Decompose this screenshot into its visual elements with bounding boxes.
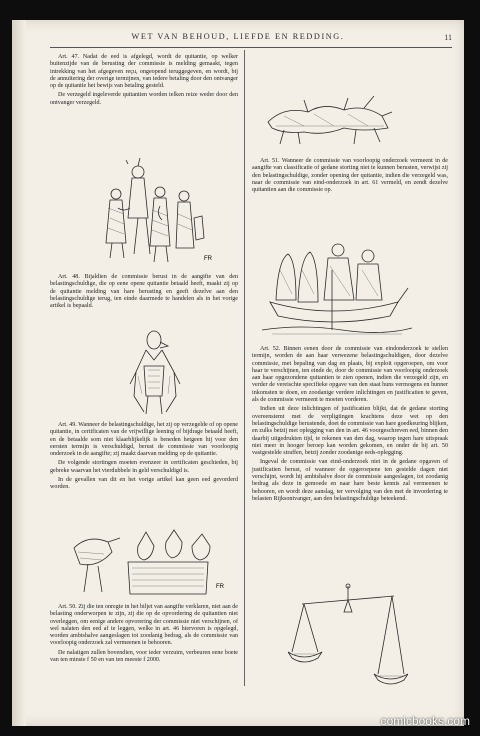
article-50 [50,604,238,666]
illustration-standing-man [120,326,190,416]
page-number: 11 [444,33,452,42]
paragraph: In de gevallen van dit en het vorige artikel kan geen eed gevorderd worden. [50,477,238,491]
engraving-svg [262,230,412,340]
paragraph: Art. 50. Zij die ten onregte in het biljet van aangifte verklaren, niet aan de belasting onderworpen te zijn, zij die op de opvordering de quitantien niet overleggen, om eenige andere opvorering der commissie niet verschijnen, of wel nalaten den eed af te leggen, welke in art. 46 hiervoren is opgelegd, worden ambtshalve aangeslagen tot zoodanig bedrag, als de commissie van voorloopig onderzoek zal vermeenen te behooren. [50,604,238,647]
illustration-animals-fighting [264,82,394,152]
watermark: comicbooks.com [380,714,470,728]
article-49 [50,422,238,494]
paragraph: Indien uit deze inlichtingen of justificatien blijkt, dat de gedane storting overeenstemt met de verpligtingen krachtens deze wet op den belastingschuldige berustende, doet de commissie van hare goedkeuring blijken, en zulks betzij met oplegging van den in art. 46 voorgeschreven eed, binnen den daarbij uitgedrukten tijd, te rekenen van den dag, waarop tegen hare uitspraak niet meer in hooger beroep kan worden gekomen, en onder de bij art. 50 vastgestelde straffen, betzij zonder zoodanige eeds-oplegging. [252,406,448,457]
engraving-svg [288,582,408,692]
illustration-scales [288,582,408,692]
engraving-svg [120,326,190,416]
paragraph: De volgende stortingen moeten evenzeer in certificaten geschieden, bij gebreke waarvan het vierdubbele in geld verschuldigd is. [50,460,238,474]
article-51 [252,158,448,196]
engraving-svg [264,82,394,152]
engraving-svg [98,158,218,268]
paragraph: Art. 51. Wanneer de commissie van voorloopig onderzoek vermeent in de aangifte van classificatie of gedane storting niet te kunnen berusten, verwijst zij den belastingschuldige, zonder opening der quitantie, indien die verzegeld was, naar de commissie van eind-onderzoek in art. 61 vermeld, en zendt dezelve quitantien aan die commissie op. [252,158,448,194]
illustration-figures-in-boat [262,230,412,340]
page-binding-shadow [12,20,26,726]
header-rule [50,47,452,48]
article-47 [50,54,238,109]
document-page [12,20,464,726]
article-52 [252,346,448,505]
paragraph: Art. 48. Bijaldien de commissie berust in de aangifte van den belastingschuldige, die op eene opene quitantie betaald heeft, maakt zij op de quitantie melding van hare berusting en geeft dezelve aan den belastingschuldige terug, ten einde daarmede te handelen als in het vorige artikel is bepaald. [50,274,238,310]
paragraph: De verzegeld ingeleverde quitantien worden telken reize weder door den ontvanger verzegeld. [50,92,238,106]
paragraph: Ingeval de commissie van eind-onderzoek niet in de gedane opgaven of justificatien berust, of wanneer de opgeroepene ten gestelde dagen niet verschijnt, wordt hij ambtshalve door de commissie aangeslagen, tot zoodanig bedrag als deze in gemoede en naar hare beste kennis zal vermeenen te behooren, en wordt deze aanslag, ter vervolging van den met de invordering te belasten Rijksontvanger, aan den belastingschuldige beteekend. [252,459,448,502]
paragraph: Art. 49. Wanneer de belastingschuldige, het zij op verzegelde of op opene quitantie, in certificaten van de vrijwillige leening of bijdrage betaald heeft, en de betaalde som niet klaarblijkelijk is beneden hetgeen hij voor den eersten termijn is verschuldigd, berust de commissie van voorloopig onderzoek in de aangifte; zij maakt daarvan melding op de quitantie. [50,422,238,458]
paragraph: Art. 52. Binnen eenen door de commissie van eindonderzoek te stellen termijn, worden de aan haar verwezene belastingschuldigen, door dezelve commissie, met bepaling van dag en plaats, bij exploit opgeroepen, om voor haar te verschijnen, ten einde de, door de commissie van voorloopig onderzoek aan haar opgezondene quitantien te zien openen, indien die verzegeld zijn, en verder de vereischte specifieke opgave van den staat huns vermogens en hunner inkomsten te doen, en zoodanige verdere inlichtingen en justificatien te geven, als de commissie vermeent te moeten vorderen. [252,346,448,404]
artist-signature: FR [216,584,224,590]
illustration-animal-heads [68,518,228,596]
paragraph: De nalatigen zullen bovendien, voor ieder verzuim, verbeuren eene boete van ten minste f 50 en van ten meeste f 2000. [50,649,238,664]
running-header: WET VAN BEHOUD, LIEFDE EN REDDING. [131,32,345,41]
artist-signature: FR [204,256,212,262]
column-divider [244,50,245,686]
paragraph: Art. 47. Nadat de eed is afgelegd, wordt de quitantie, op welker buitenzijde van de berusting der commissie is melding gemaakt, tegen intrekking van het afgegeven reçu, ongeopend teruggegeven, en wordt, bij de annuïtering der overige termijnen, van iedere betaling door den ontvanger op de quitantie het bewijs van betaling gesteld. [50,54,238,90]
article-48 [50,274,238,312]
engraving-svg [68,518,228,596]
illustration-group-of-men [98,158,218,268]
